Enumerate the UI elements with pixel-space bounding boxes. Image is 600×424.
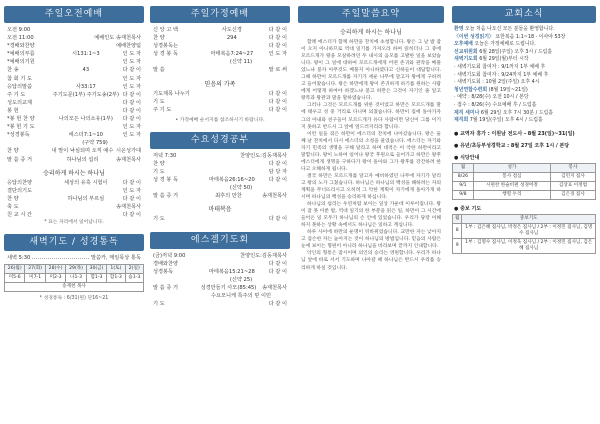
- order-label: 기 도: [153, 216, 165, 223]
- order-leader: 다 같 이: [268, 90, 287, 97]
- order-detail: 하나님의 섭리: [66, 156, 99, 163]
- table-cell: 봉사 점심: [473, 172, 550, 181]
- sermon-paragraph: 악인의 형통은 잠시이며 의인의 승리는 영원합니다. 우리가 하나님 앞에 바로 서서 기도하며 나아갈 때 하나님은 반드시 우리를 승리하게 하실 것입니다.: [301, 251, 441, 271]
- order-leader: 인 도 자: [122, 59, 141, 66]
- intercession-table: [452, 214, 596, 254]
- order-leader: 다 같 이: [268, 268, 287, 275]
- order-row: [4, 211, 144, 219]
- sermon-paragraph: 결국 하만은 모르드개를 달고자 예비하였던 나무에 자기가 달리고 왕의 노가 그쳤습니다. 하나님은 하나님의 백성을 해하려는 자의 계획을 무너뜨리시고 오히려 그 악한 계획이 자기에게 돌아가게 하시며 하나님의 백성을 승리하게 하십니다.: [301, 173, 441, 201]
- order-detail: 사도신경: [221, 27, 242, 33]
- news-list: [452, 26, 596, 125]
- order-row: [150, 276, 290, 284]
- table-row: [453, 238, 596, 253]
- news-value: 6월 29일 오후 7시 30분 / 드림홀: [480, 109, 554, 116]
- order-label: 성 경 봉 독: [153, 177, 178, 184]
- order-leader: 담 당 자: [268, 169, 287, 176]
- column-church-news: [452, 6, 596, 420]
- order-row: [4, 203, 144, 211]
- header-dawn-prayer: 새벽기도 / 성경통독: [4, 234, 144, 251]
- order-label: 찬 양: [7, 195, 19, 202]
- dawn-day: 1(토): [107, 265, 125, 274]
- intercession-table-body: [453, 223, 596, 253]
- sermon-title: 승리하게 하시는 하나님: [340, 29, 402, 36]
- news-item: [452, 110, 596, 118]
- news-key: 환영: [454, 26, 464, 32]
- order-leader: 시온성가대: [115, 148, 141, 155]
- order-label: 오전 11:00: [7, 35, 34, 42]
- dawn-day: 29(목): [66, 265, 86, 274]
- wednesday-order-list-2: [150, 215, 290, 223]
- table-header-cell: 월: [453, 163, 474, 172]
- header-sunday-service: 주일오전예배: [4, 6, 144, 23]
- dawn-reading: 미2-3: [45, 274, 65, 283]
- order-detail: 내 맘이 낙심되며 오직 예수: [51, 148, 114, 155]
- order-leader: 다 같 이: [268, 260, 287, 267]
- order-leader: 다 같 이: [268, 177, 287, 184]
- order-label: 봉 헌: [7, 107, 19, 114]
- sermon-paragraph: 그러나 그것은 모르드개를 위한 것이었고 하만은 모르드개를 말에 태우고 성 중 거리로 다니며 외쳤습니다. 하만이 집에 돌아가자 그의 아내와 친구들이 모르드개가 유다 사람이면 당신이 그를 이기지 못하고 반드시 그 앞에 엎드러지리라 합니다.: [301, 103, 441, 130]
- news-value: 오늘 처음 나오신 모든 분들을 환영합니다.: [465, 26, 555, 32]
- order-label: 결단의기도: [7, 187, 33, 194]
- order-leader: 다 같 이: [122, 107, 141, 114]
- news-value: 요한복음 1:1~18 · 이사야 53장: [495, 33, 566, 40]
- order-leader: 말 로 써: [268, 67, 287, 74]
- order-row: [4, 66, 144, 74]
- column-sunday-service: [4, 6, 144, 420]
- order-leader: 다 같 이: [268, 106, 287, 113]
- service-order-list: [4, 26, 144, 164]
- ezekiel-order-list: [150, 252, 290, 309]
- order-label: 말 씀 증 거: [153, 193, 178, 200]
- order-row: [4, 99, 144, 107]
- order-label: *봉 헌 기 도: [7, 124, 35, 131]
- order-leader: 다 같 이: [268, 216, 287, 223]
- vbs-notice: ● 유년/초등부성경학교 : 8월 27일 오후 1시 / 본당: [454, 142, 570, 149]
- order-row: [150, 26, 290, 34]
- news-item: [452, 56, 596, 64]
- table-row: [453, 223, 596, 238]
- home-subtitle: 믿음의 가족: [204, 80, 236, 88]
- order-detail: 에스더7:1~10: [68, 132, 103, 139]
- news-value: 오늘은 가정예배로 드립니다.: [474, 41, 536, 48]
- sermon-subtitle: 승리하게 하시는 하나님: [43, 169, 105, 177]
- order-label: *봉 헌 찬 양: [7, 116, 35, 123]
- news-value: · 새벽기도회 : 10월 2일(주일) 오후 4시: [454, 79, 540, 86]
- order-leader: 인 도 자: [122, 51, 141, 58]
- header-church-news: 교회소식: [452, 6, 596, 23]
- news-key: 제직 세미나: [454, 109, 480, 116]
- staff-vacation: ● 교역자 휴가 : 이원남 전도사 - 8월 23(일)~31(일): [454, 130, 575, 137]
- news-value: · 접수 : 8/26(수) 수요예배 후 / 드림홀: [454, 101, 537, 108]
- column-sermon-summary: [298, 6, 444, 420]
- order-label: 기도제목 나누기: [153, 90, 190, 97]
- table-cell: 시편찬 한슬비편 성경여정: [473, 181, 550, 190]
- order-label: 기 도: [153, 169, 165, 176]
- news-item: [452, 117, 596, 125]
- order-detail: 수요모니케 특주의 믿 이민: [210, 292, 272, 299]
- home-note: • 가정예배 순서지를 참조하시기 바랍니다.: [175, 117, 265, 123]
- order-row: [150, 268, 290, 276]
- order-leader: 인 도 자: [122, 75, 141, 82]
- dawn-reading: 미5-6: [5, 274, 25, 283]
- news-key: 새벽기도회: [454, 56, 478, 63]
- dining-table-body: [453, 172, 596, 199]
- order-detail: 성경만들기 사모(85:45): [200, 284, 257, 291]
- order-label: 성경봉독는: [153, 43, 179, 50]
- order-row: [150, 58, 290, 66]
- order-leader: 다 같 이: [268, 98, 287, 105]
- order-leader: 인 도 자: [122, 187, 141, 194]
- reading-note: * 성경통독 : 6/31(원) 단16~21: [39, 296, 109, 302]
- dawn-schedule-table: [4, 264, 144, 292]
- order-row: [150, 184, 290, 192]
- order-detail: 세상의 유혹 시험이: [64, 179, 108, 186]
- order-label: *경배와찬양: [7, 43, 35, 50]
- order-detail: (신약 50): [229, 185, 253, 192]
- order-label: 경배와찬양: [153, 260, 179, 267]
- news-key: 〈이번 성경읽기〉: [454, 33, 494, 40]
- table-cell: 1부 : 김은혜 집사님, 박정은 집사님 / 2부 : 이정민 집사님, 김명수 집사님: [462, 223, 596, 238]
- order-leader: 다 같 이: [122, 99, 141, 106]
- order-row: [4, 147, 144, 155]
- order-leader: 예배찬양팀: [115, 43, 141, 50]
- order-label: 찬 양: [153, 160, 165, 167]
- news-value: (8월 19일~21일): [488, 86, 528, 93]
- order-row: [4, 42, 144, 50]
- dawn-table-values: [5, 274, 144, 283]
- intercession-heading: ● 중보 기도: [454, 205, 482, 212]
- order-leader: 인 도 자: [122, 132, 141, 139]
- order-leader: 인 도 자: [122, 124, 141, 131]
- table-cell: 김상표 이정범: [550, 181, 595, 190]
- dawn-right: 말씀카, 매일묵상 통독: [90, 255, 141, 262]
- order-detail: 최후의 만찬: [215, 193, 242, 200]
- order-row: [150, 176, 290, 184]
- order-label: 찬 양: [7, 148, 19, 155]
- order-row: [4, 179, 144, 187]
- order-label: 말 씀 증 거: [7, 156, 32, 163]
- order-label: 말 씀: [153, 67, 165, 74]
- dawn-info-row: [4, 254, 144, 262]
- order-label: 기 도: [153, 301, 165, 308]
- order-detail: 주기도문(1부) 주기도송(2부): [52, 91, 120, 98]
- order-leader: 예배인도 송재천목사: [94, 35, 141, 42]
- order-detail: (신약 25): [229, 276, 253, 283]
- sermon-body: [298, 39, 444, 272]
- news-value: 7월 19일(주일) 오후 4시 / 드림홀: [469, 117, 543, 124]
- order-row: [150, 252, 290, 260]
- header-ezekiel-prayer: 에스겔기도회: [150, 232, 290, 249]
- table-header-cell: 성가: [473, 163, 550, 172]
- home-order-list: [150, 26, 290, 75]
- order-row: [150, 284, 290, 292]
- order-label: *예배의부름: [7, 51, 35, 58]
- order-detail: 사33:17: [75, 83, 96, 90]
- sermon-paragraph: 할례 에스더가 함께 하만을 잔치에 초청합니다. 왕은 그 날 밤 잠이 오지 아니하므로 역대 일기를 가져오라 하여 읽히더니 그 중에 모르드개가 왕을 모살하려던 두 내시의 음모를 고발한 일을 보았습니다. 왕이 그 일에 대하여 모르드개에게 어떤 존귀와 관작을 베풀었느냐 묻자 아무것도 베풀지 아니하였다고 신하들이 대답합니다. 그때 하만이 모르드개를 자기가 세운 나무에 달고자 왕에게 구하려고 들어왔습니다. 왕은 하만에게 왕이 존귀하게 하기를 원하는 사람에게 어떻게 하여야 하겠느냐 묻고 하만은 그것이 자기인 줄 알고 왕복과 왕관과 말을 말하였습니다.: [301, 40, 441, 102]
- order-leader: 다 같 이: [122, 195, 141, 202]
- order-leader: 인 도 자: [122, 83, 141, 90]
- news-key: 제직회: [454, 117, 469, 124]
- table-cell: 행렬 두리: [473, 190, 550, 199]
- order-detail: (신약 11): [229, 59, 253, 66]
- order-detail: 마태복음15:21~28: [208, 268, 255, 275]
- header-sermon-summary: 주일말씀요약: [298, 6, 444, 23]
- dawn-reading: 미7-1: [25, 274, 45, 283]
- news-item: [452, 79, 596, 87]
- table-header-cell: 봉사: [550, 163, 595, 172]
- news-value: 6월 28일(주일) 오후 3시 / 드림홀: [479, 48, 553, 55]
- home-order-list-2: [150, 90, 290, 114]
- order-row: [150, 260, 290, 268]
- order-row: [150, 300, 290, 308]
- order-row: [4, 34, 144, 42]
- order-leader: 송재천목사: [261, 193, 287, 200]
- dawn-reading: 습1-3: [125, 274, 143, 283]
- order-label: 오전 9:00: [7, 27, 31, 33]
- news-key: 청년연합수련회: [454, 86, 488, 93]
- order-row: [150, 292, 290, 300]
- order-label: (금)저녁 9:00: [153, 252, 186, 259]
- intercession-table-head: [453, 214, 596, 223]
- table-cell: 9/1: [453, 181, 474, 190]
- order-leader: 다 같 이: [268, 27, 287, 33]
- order-row: [150, 215, 290, 223]
- order-label: 말 씀 증 거: [153, 284, 178, 291]
- order-label: 찬 송: [7, 67, 19, 74]
- order-label: 응답의찬양: [7, 179, 33, 186]
- order-row: [4, 156, 144, 164]
- sermon-paragraph: 하나님의 섭리는 우연처럼 보이는 일상 가운데 이루어집니다. 왕이 잠 못 이룬 밤, 역대 일기의 한 부분을 읽은 일, 하만이 그 시간에 들어온 일 모두가 하나님의 손 안에 있었습니다. 우리가 당장 이해하지 못하는 상황 속에서도 하나님은 일하고 계십니다.: [301, 202, 441, 229]
- dawn-time: 새벽 5:30: [7, 255, 31, 262]
- news-value: · 예약 : 8/28(수) 오전 10시 / 본당: [454, 94, 529, 101]
- header-wednesday: 수요성경공부: [150, 132, 290, 149]
- order-label: 성경봉독: [153, 268, 174, 275]
- table-row: [453, 181, 596, 190]
- order-leader: 송재천목사: [115, 203, 141, 210]
- order-row: [4, 131, 144, 139]
- order-leader: 다 같 이: [268, 43, 287, 50]
- dawn-table-head: [5, 265, 144, 274]
- order-leader: 다 같 이: [268, 35, 287, 42]
- order-leader: 찬양인도:김동재목사: [240, 152, 287, 159]
- header-home-service: 주일가정예배: [150, 6, 290, 23]
- order-label: 신 앙 고 백: [153, 27, 178, 33]
- order-label: 친 교 시 간: [7, 211, 32, 218]
- order-detail: 294: [226, 35, 237, 42]
- news-item: [452, 102, 596, 110]
- dining-table-head: [453, 163, 596, 172]
- order-label: 축 도: [7, 203, 19, 210]
- news-item: [452, 94, 596, 102]
- order-row: [4, 26, 144, 34]
- dawn-day: 28(수): [45, 265, 65, 274]
- order-label: 성 경 봉 독: [153, 51, 178, 58]
- order-label: 찬 양: [153, 35, 165, 42]
- order-row: [150, 34, 290, 42]
- sermon-paragraph: 하루 사이에 하만의 운명이 뒤바뀌었습니다. 교만한 자는 낮아지고 겸손한 자는 높아지는 것이 하나님의 방법입니다. 믿음의 사람은 눈에 보이는 형편이 아니라 하나님을 바라보며 끝까지 인내합니다.: [301, 230, 441, 250]
- table-row: [453, 172, 596, 181]
- order-leader: 송재천목사: [261, 284, 287, 291]
- order-row: [150, 50, 290, 58]
- order-leader: 송재천목사: [115, 156, 141, 163]
- dawn-day: 27(화): [25, 265, 45, 274]
- order-row: [4, 58, 144, 66]
- order-label: 성도의교제: [7, 99, 33, 106]
- order-row: [4, 187, 144, 195]
- dawn-table-footer: 송재천 목사: [5, 283, 144, 292]
- table-cell: 1부 : 김명수 집사님, 이정욱 집사님 / 2부 : 이정민 집사님, 김은혜 집사님: [462, 238, 596, 253]
- order-row: [150, 90, 290, 98]
- order-detail: (구약 759): [82, 140, 108, 147]
- wednesday-subtitle: 마태복음: [208, 206, 232, 214]
- order-label: *예배의기원: [7, 59, 35, 66]
- dawn-reading: 나1-3: [66, 274, 86, 283]
- order-label: 응답의말씀: [7, 83, 33, 90]
- order-detail: 마태복음7:24~27: [210, 51, 254, 58]
- order-detail: 하나님의 부르심: [67, 195, 105, 202]
- table-cell: 김은경 집사: [550, 190, 595, 199]
- order-row: [4, 50, 144, 58]
- table-cell: 김민지 집사: [550, 172, 595, 181]
- dawn-reading: 합1-3: [107, 274, 125, 283]
- table-cell: 9: [453, 238, 462, 253]
- order-detail: 나의모든 나의소유(1부): [58, 116, 113, 123]
- order-row: [4, 91, 144, 99]
- news-key: 오후예배: [454, 41, 473, 48]
- order-leader: 찬양인도:김동재목사: [240, 252, 287, 259]
- dawn-day: 26(월): [5, 265, 25, 274]
- order-row: [150, 66, 290, 74]
- order-label: 참 회 기 도: [7, 75, 32, 82]
- order-leader: 다 같 이: [122, 211, 141, 218]
- order-row: [4, 107, 144, 115]
- order-leader: 인 도 자: [268, 51, 287, 58]
- order-row: [4, 115, 144, 123]
- table-header-cell: 월: [453, 214, 462, 223]
- order-label: 주 기 도: [7, 91, 26, 98]
- order-row: [4, 75, 144, 83]
- order-detail: 시131:1~3: [72, 51, 100, 58]
- order-row: [4, 83, 144, 91]
- table-cell: 8: [453, 223, 462, 238]
- dawn-day: 30(금): [86, 265, 106, 274]
- sermon-paragraph: 이런 일을 겪은 하만이 에스더의 잔치에 나아갔습니다. 왕은 둘째 날 잔치에서 다시 에스더의 소청을 물었습니다. 에스더는 자기와 자기 민족의 생명을 구해 달라고 하며 대적은 이 악한 하만이라고 말합니다. 왕이 노하여 일어나 왕궁 후원으로 들어가고 하만은 왕후 에스더에게 생명을 구하다가 왕이 돌아와 그가 왕후를 강간하려 한다고 오해하게 됩니다.: [301, 131, 441, 172]
- order-label: 기 도: [153, 98, 165, 105]
- order-row: [150, 42, 290, 50]
- dawn-reading: 합1-3: [86, 274, 106, 283]
- order-row: [150, 98, 290, 106]
- order-row: [4, 195, 144, 203]
- news-item: [452, 64, 596, 72]
- order-detail: 마태복음26:16~20: [208, 177, 255, 184]
- dining-table: [452, 163, 596, 200]
- order-leader: 다 같 이: [122, 91, 141, 98]
- table-cell: 8/26: [453, 172, 474, 181]
- news-key: 선교위원회: [454, 48, 478, 55]
- news-item: [452, 26, 596, 34]
- order-row: [150, 192, 290, 200]
- order-leader: 다 같 이: [122, 116, 141, 123]
- order-row: [150, 152, 290, 160]
- order-leader: 다 같 이: [268, 301, 287, 308]
- order-detail: 43: [82, 67, 90, 74]
- service-order-list-2: [4, 179, 144, 219]
- news-item: [452, 41, 596, 49]
- order-row: [150, 106, 290, 114]
- order-leader: 다 같 이: [122, 67, 141, 74]
- news-value: · 새벽기도회 참여자 : 9/1까지 1부 예배 후: [454, 63, 546, 70]
- order-row: [150, 160, 290, 168]
- news-value: 6월 29일(월)부터 시작: [479, 56, 529, 63]
- news-value: · 새벽기도회 참여자 : 9/24까지 1부 예배 후: [454, 71, 549, 78]
- order-row: [150, 168, 290, 176]
- standing-note: * 표는 자리에서 일어납니다.: [44, 220, 104, 226]
- wednesday-order-list: [150, 152, 290, 201]
- order-leader: 다 같 이: [122, 179, 141, 186]
- table-row: [453, 190, 596, 199]
- table-cell: 9/8: [453, 190, 474, 199]
- order-leader: 다 같 이: [268, 160, 287, 167]
- dining-heading: ● 식당안내: [454, 154, 480, 161]
- order-row: [4, 139, 144, 147]
- order-label: 저녁 7:30: [153, 152, 177, 159]
- order-label: 주 기 도: [153, 106, 172, 113]
- dawn-day: 2(일): [125, 265, 143, 274]
- table-header-cell: 중보기도: [462, 214, 596, 223]
- order-row: [4, 123, 144, 131]
- order-label: *성경봉독: [7, 132, 30, 139]
- column-home-service: [150, 6, 290, 420]
